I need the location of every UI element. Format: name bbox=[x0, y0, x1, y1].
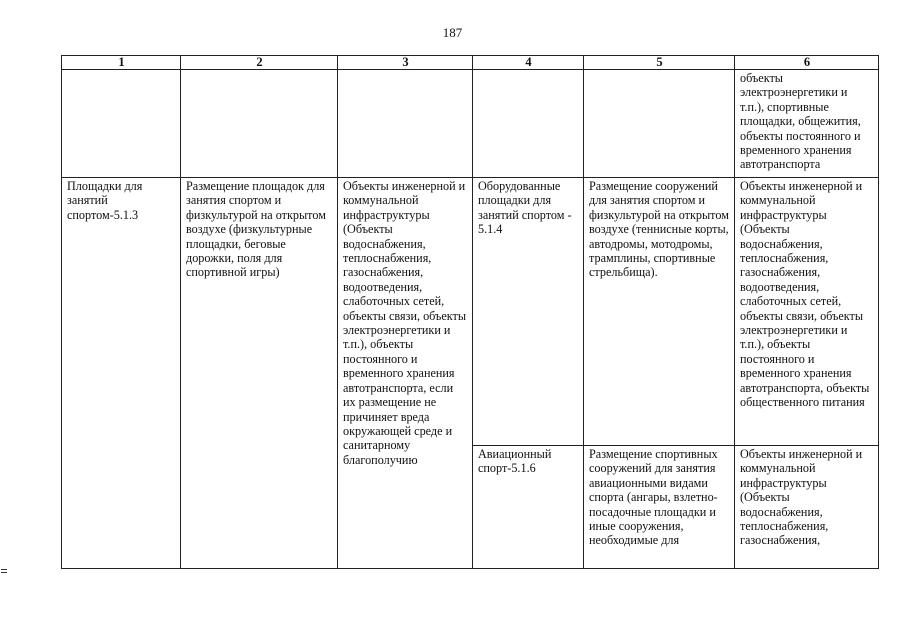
table-row bbox=[62, 70, 879, 178]
table-row bbox=[62, 178, 879, 446]
table-cell: объекты электроэнергетики и т.п.), спортивные площадки, общежития, объекты постоянного и временного хранения автотранспорта bbox=[735, 70, 879, 178]
table-cell: Площадки для занятий спортом-5.1.3 bbox=[62, 178, 181, 569]
margin-mark bbox=[1, 569, 7, 573]
header-cell: 2 bbox=[181, 56, 338, 70]
table-cell bbox=[181, 70, 338, 178]
table-cell: Размещение спортивных сооружений для занятия авиационными видами спорта (ангары, взлетно-посадочные площадки и иные сооружения, необходимые для bbox=[584, 446, 735, 569]
table-cell: Авиационный спорт-5.1.6 bbox=[473, 446, 584, 569]
table-cell: Объекты инженерной и коммунальной инфраструктуры (Объекты водоснабжения, теплоснабжения, газоснабжения, водоотведения, слаботочных сетей, объекты связи, объекты электроэнергетики и т.п.), объекты постоянного и временного хранения автотранспорта, если их размещение не причиняет вреда окружающей среде и санитарному благополучию bbox=[338, 178, 473, 569]
table-cell bbox=[338, 70, 473, 178]
header-cell: 5 bbox=[584, 56, 735, 70]
table-cell: Объекты инженерной и коммунальной инфраструктуры (Объекты водоснабжения, теплоснабжения, газоснабжения, bbox=[735, 446, 879, 569]
land-use-table bbox=[61, 55, 879, 569]
table-cell bbox=[62, 70, 181, 178]
table-cell: Оборудованные площадки для занятий спортом - 5.1.4 bbox=[473, 178, 584, 446]
table-cell bbox=[473, 70, 584, 178]
table-cell: Размещение площадок для занятия спортом и физкультурой на открытом воздухе (физкультурные площадки, беговые дорожки, поля для спортивной игры) bbox=[181, 178, 338, 569]
header-cell: 6 bbox=[735, 56, 879, 70]
table-header-row bbox=[62, 56, 879, 70]
page-number: 187 bbox=[442, 25, 463, 40]
header-cell: 1 bbox=[62, 56, 181, 70]
header-cell: 3 bbox=[338, 56, 473, 70]
header-cell: 4 bbox=[473, 56, 584, 70]
table-cell: Объекты инженерной и коммунальной инфраструктуры (Объекты водоснабжения, теплоснабжения, газоснабжения, водоотведения, слаботочных сетей, объекты связи, объекты электроэнергетики и т.п.), объекты постоянного и временного хранения автотранспорта, объекты общественного питания bbox=[735, 178, 879, 446]
table-cell: Размещение сооружений для занятия спортом и физкультурой на открытом воздухе (теннисные корты, автодромы, мотодромы, трамплины, спортивные стрельбища). bbox=[584, 178, 735, 446]
table-cell bbox=[584, 70, 735, 178]
